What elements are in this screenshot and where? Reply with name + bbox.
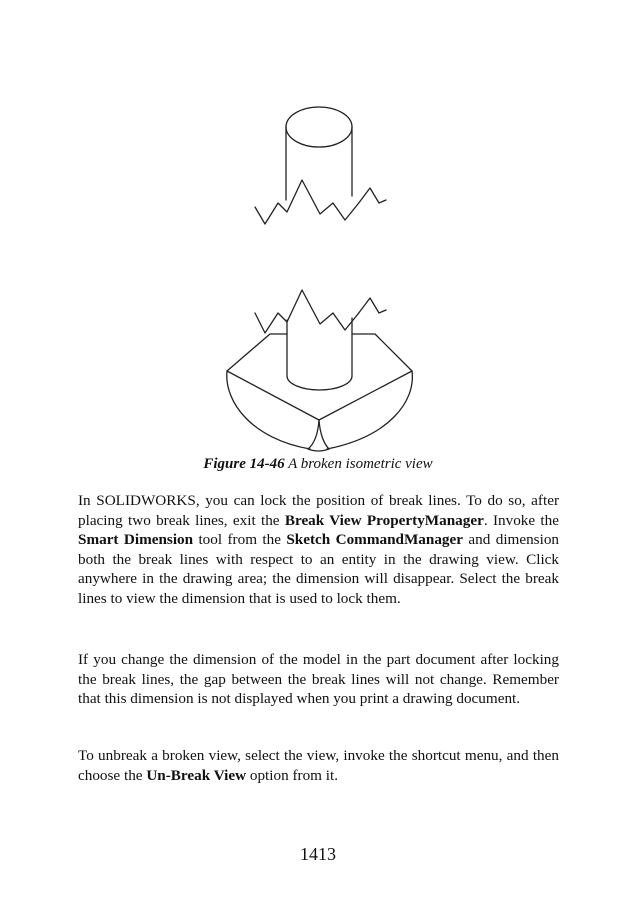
un-break-view-term: Un-Break View	[146, 766, 247, 784]
base-block	[227, 334, 413, 451]
paragraph1-text-1: In SOLIDWORKS, you can lock the position of break lines. To do so, after placing two break lines, exit the	[78, 492, 559, 529]
page-number: 1413	[300, 844, 336, 864]
sketch-commandmanager-term: Sketch CommandManager	[286, 531, 464, 548]
paragraph2-text: If you change the dimension of the model in the part document after locking the break lines, the gap between the break lines will not change. Remember that this dimension is not displayed when you print a drawing document.	[78, 651, 559, 707]
figure-caption-text: A broken isometric view	[284, 456, 433, 472]
paragraph-unbreak-view	[78, 746, 559, 785]
paragraph-dimension-change	[78, 650, 559, 709]
break-view-propertymanager-term: Break View PropertyManager	[284, 511, 484, 529]
figure-caption	[0, 456, 636, 473]
paragraph1-text-4: and dimension both the break lines with respect to an entity in the drawing view. Click anywhere in the drawing area; the dimension will disappear. Select the break lines to view the dimension that is used to lock them.	[78, 531, 560, 607]
lower-cylinder-fragment	[255, 290, 386, 390]
smart-dimension-term: Smart Dimension	[78, 531, 194, 548]
figure-label: Figure 14-46	[203, 456, 285, 472]
paragraph1-text-3: tool from the	[193, 531, 287, 548]
paragraph-lock-break-lines	[78, 491, 559, 608]
paragraph1-text-2: . Invoke the	[483, 511, 559, 529]
upper-cylinder-fragment	[255, 107, 386, 224]
paragraph3-text-1: To unbreak a broken view, select the view, invoke the shortcut menu, and then choose the	[78, 747, 559, 784]
paragraph3-text-2: option from it.	[246, 766, 339, 784]
upper-break-line	[255, 180, 386, 224]
lower-break-line	[255, 290, 386, 333]
